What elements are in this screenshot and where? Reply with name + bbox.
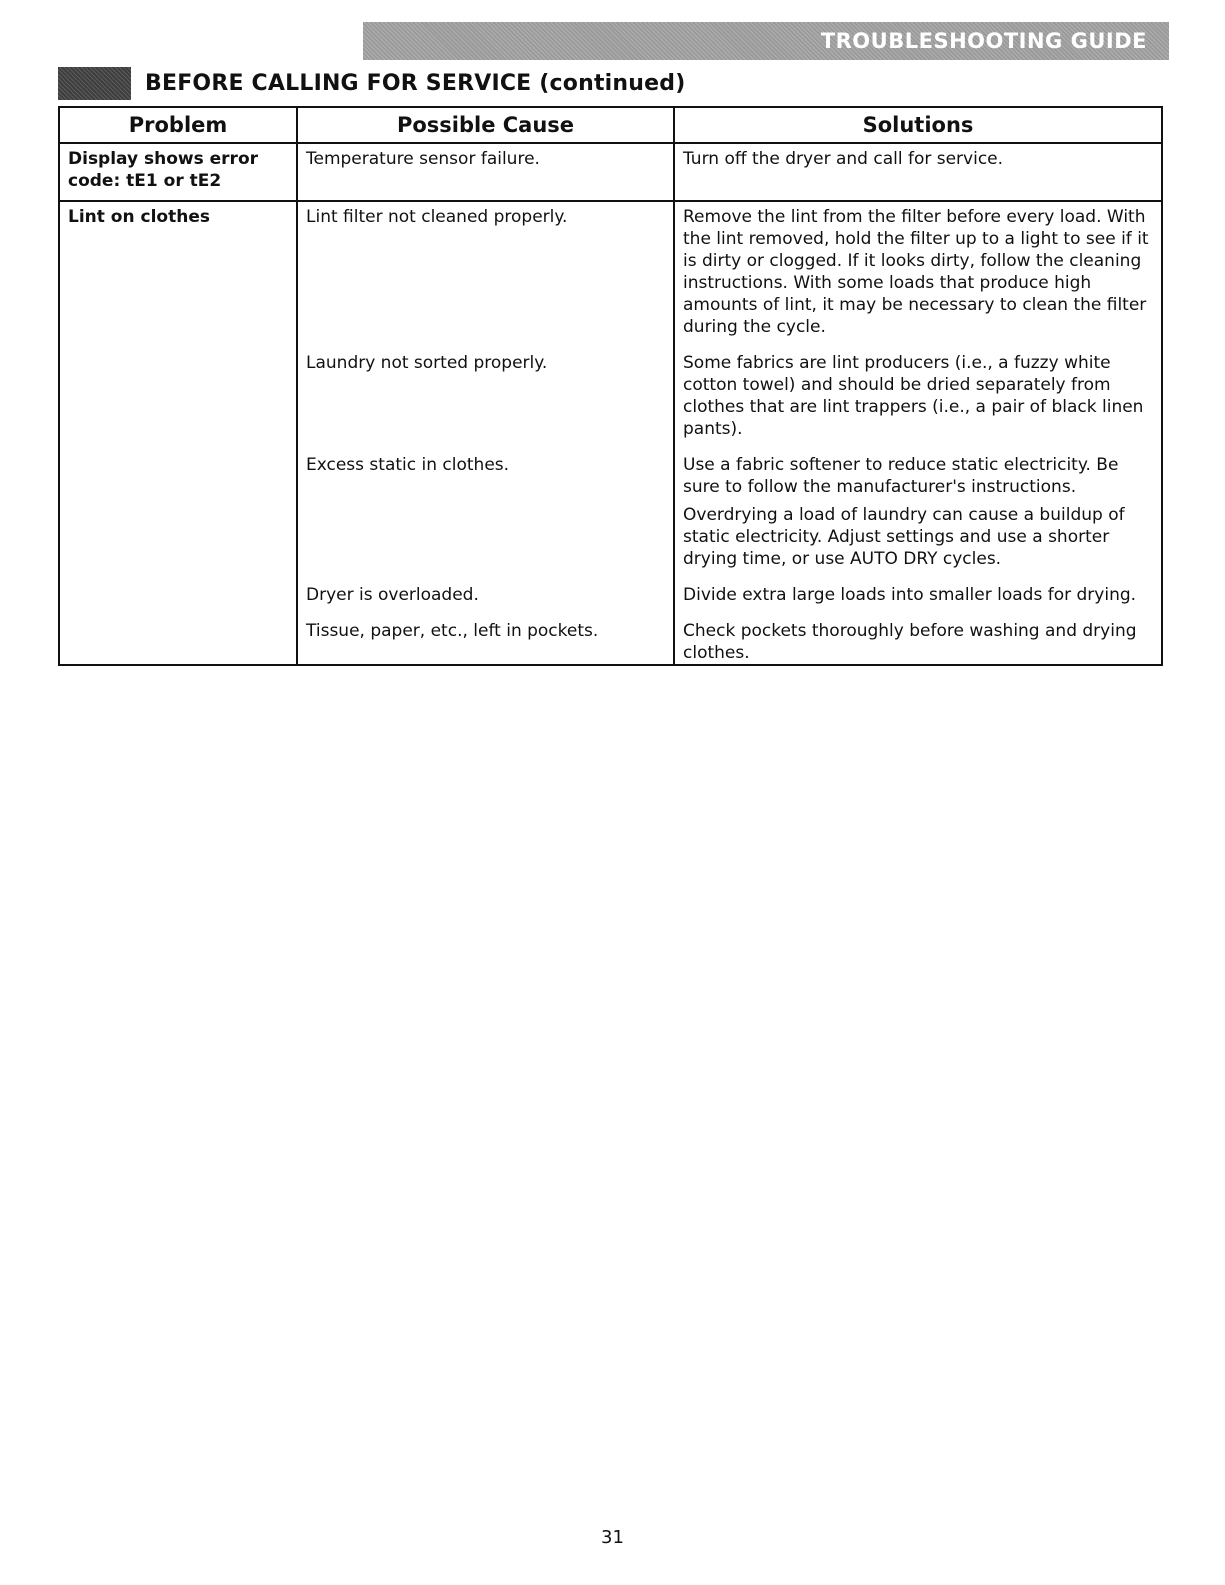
solution-cell: Remove the lint from the filter before every load. With the lint removed, hold the filter up to a light to see if it is dirty or clogged. If it looks dirty, follow the cleaning instructions. With some loads that produce high amounts of lint, it may be necessary to clean the filter during the cycle. [674,201,1162,338]
solution-cell: Some fabrics are lint producers (i.e., a fuzzy white cotton towel) and should be dried separately from clothes that are lint trappers (i.e., a pair of black linen pants). [674,338,1162,440]
solution-paragraph: Use a fabric softener to reduce static electricity. Be sure to follow the manufacturer's instructions. [683,455,1119,497]
cause-cell: Laundry not sorted properly. [297,338,674,440]
column-header-solutions: Solutions [674,107,1162,143]
column-header-cause: Possible Cause [297,107,674,143]
problem-cell: Lint on clothes [59,201,297,665]
problem-cell: Display shows error code: tE1 or tE2 [59,143,297,201]
section-banner [363,22,1169,60]
solution-cell: Divide extra large loads into smaller loads for drying. [674,570,1162,606]
cause-cell: Dryer is overloaded. [297,570,674,606]
solution-cell: Check pockets thoroughly before washing and drying clothes. [674,606,1162,665]
solution-cell: Turn off the dryer and call for service. [674,143,1162,201]
cause-cell: Tissue, paper, etc., left in pockets. [297,606,674,665]
table-row [59,201,1162,338]
troubleshooting-table [58,106,1163,666]
column-header-problem: Problem [59,107,297,143]
solution-cell [674,440,1162,570]
cause-cell: Lint filter not cleaned properly. [297,201,674,338]
cause-cell: Excess static in clothes. [297,440,674,570]
cause-cell: Temperature sensor failure. [297,143,674,201]
table-header-row [59,107,1162,143]
section-title: BEFORE CALLING FOR SERVICE (continued) [145,70,686,96]
heading-marker-block [58,67,131,100]
banner-title: TROUBLESHOOTING GUIDE [820,29,1147,53]
table-row [59,143,1162,201]
solution-paragraph: Overdrying a load of laundry can cause a buildup of static electricity. Adjust settings and use a shorter drying time, or use AUTO DRY cycles. [683,505,1125,569]
page-number: 31 [601,1527,624,1548]
section-heading [58,66,685,100]
